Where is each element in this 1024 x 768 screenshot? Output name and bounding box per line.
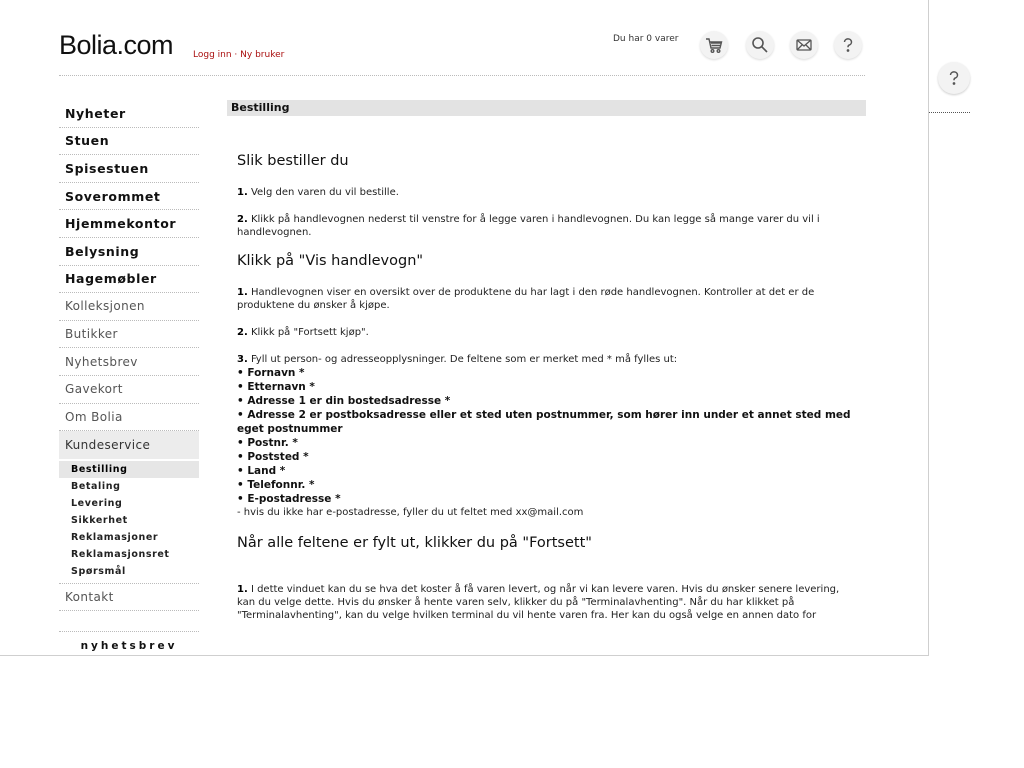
nav-item-soverommet[interactable]: Soverommet: [59, 183, 199, 211]
breadcrumb: Bestilling: [227, 100, 866, 116]
sidebar-nav: [59, 100, 199, 652]
main-content: [227, 100, 866, 622]
field-item: • Telefonnr. *: [237, 479, 315, 491]
nav-item-belysning[interactable]: Belysning: [59, 238, 199, 266]
step-number: 1.: [237, 187, 248, 198]
field-item: • Postnr. *: [237, 437, 298, 449]
step-text: Velg den varen du vil bestille.: [247, 187, 399, 198]
step-text: I dette vinduet kan du se hva det koster å få varen levert, og når vi kan levere varen. Hvis du ønsker senere levering, kan du velge dette. Hvis du ønsker å hente varen selv, klikker du på "Terminalavhenting". Når du har klikket på "Terminalavhenting", kan du velge hvilken terminal du vil hente varen fra. Her kan du også velge en annen dato for: [237, 584, 840, 621]
cart-count-text: Du har 0 varer: [613, 34, 679, 44]
nav-item-om-bolia[interactable]: Om Bolia: [59, 404, 199, 432]
field-item: • Adresse 1 er din bostedsadresse *: [237, 395, 451, 407]
nav-item-hagemobler[interactable]: Hagemøbler: [59, 266, 199, 294]
required-fields-list: [237, 366, 856, 506]
subnav-item-bestilling[interactable]: Bestilling: [59, 461, 199, 478]
step-number: 2.: [237, 214, 248, 225]
nav-item-hjemmekontor[interactable]: Hjemmekontor: [59, 210, 199, 238]
step-number: 1.: [237, 287, 248, 298]
nav-item-stuen[interactable]: Stuen: [59, 128, 199, 156]
subnav-item-sikkerhet[interactable]: Sikkerhet: [71, 514, 128, 526]
field-item: • E-postadresse *: [237, 493, 341, 505]
cart-icon[interactable]: [700, 31, 728, 59]
subnav-item-betaling[interactable]: Betaling: [71, 480, 121, 492]
step-paragraph: [237, 583, 856, 622]
help-icon[interactable]: [834, 31, 862, 59]
newsletter-box[interactable]: nyhetsbrev: [59, 631, 199, 652]
step-paragraph: [237, 186, 856, 199]
login-link[interactable]: Logg inn: [193, 50, 232, 60]
section-heading-order: Slik bestiller du: [237, 153, 349, 169]
nav-item-gavekort[interactable]: Gavekort: [59, 376, 199, 404]
email-note: - hvis du ikke har e-postadresse, fyller du ut feltet med xx@mail.com: [237, 507, 584, 518]
nav-item-kundeservice[interactable]: Kundeservice: [59, 431, 199, 459]
step-text: Klikk på "Fortsett kjøp".: [247, 327, 369, 338]
subnav-item-sporsmal[interactable]: Spørsmål: [71, 565, 126, 577]
subnav-item-reklamasjonsret[interactable]: Reklamasjonsret: [71, 548, 170, 560]
side-divider: [929, 112, 970, 113]
field-item: • Fornavn *: [237, 367, 305, 379]
step-number: 3.: [237, 354, 248, 365]
link-separator: ·: [231, 50, 241, 60]
step-paragraph: [237, 286, 856, 312]
step-number: 2.: [237, 327, 248, 338]
step-paragraph: [237, 213, 856, 239]
header-divider: [59, 75, 865, 76]
subnav-item-levering[interactable]: Levering: [71, 497, 123, 509]
nav-item-nyhetsbrev[interactable]: Nyhetsbrev: [59, 348, 199, 376]
step-number: 1.: [237, 584, 248, 595]
section-heading-continue: Når alle feltene er fylt ut, klikker du på "Fortsett": [237, 535, 592, 551]
subnav-item-reklamasjoner[interactable]: Reklamasjoner: [71, 531, 159, 543]
kundeservice-submenu: [59, 459, 199, 584]
nav-item-kontakt[interactable]: Kontakt: [59, 584, 199, 612]
section-heading-cart: Klikk på "Vis handlevogn": [237, 253, 424, 269]
site-logo[interactable]: Bolia.com: [59, 30, 174, 60]
field-item: • Adresse 2 er postboksadresse eller et sted uten postnummer, som hører inn under et annet sted med eget postnummer: [237, 409, 851, 435]
nav-item-kolleksjonen[interactable]: Kolleksjonen: [59, 293, 199, 321]
nav-item-nyheter[interactable]: Nyheter: [59, 100, 199, 128]
help-icon[interactable]: [938, 62, 970, 94]
search-icon[interactable]: [746, 31, 774, 59]
field-item: • Etternavn *: [237, 381, 315, 393]
new-user-link[interactable]: Ny bruker: [240, 50, 285, 60]
step-text: Fyll ut person- og adresseopplysninger. De feltene som er merket med * må fylles ut:: [247, 354, 678, 365]
step-text: Klikk på handlevognen nederst til venstre for å legge varen i handlevognen. Du kan legge så mange varer du vil i handlevognen.: [237, 214, 820, 238]
nav-item-butikker[interactable]: Butikker: [59, 321, 199, 349]
field-item: • Land *: [237, 465, 286, 477]
nav-item-spisestuen[interactable]: Spisestuen: [59, 155, 199, 183]
field-item: • Poststed *: [237, 451, 309, 463]
step-paragraph: [237, 326, 856, 339]
account-links: [193, 50, 284, 60]
mail-icon[interactable]: [790, 31, 818, 59]
step-paragraph: [237, 353, 856, 366]
step-text: Handlevognen viser en oversikt over de produktene du har lagt i den røde handlevognen. Kontroller at det er de produktene du ønsker å kjøpe.: [237, 287, 815, 311]
